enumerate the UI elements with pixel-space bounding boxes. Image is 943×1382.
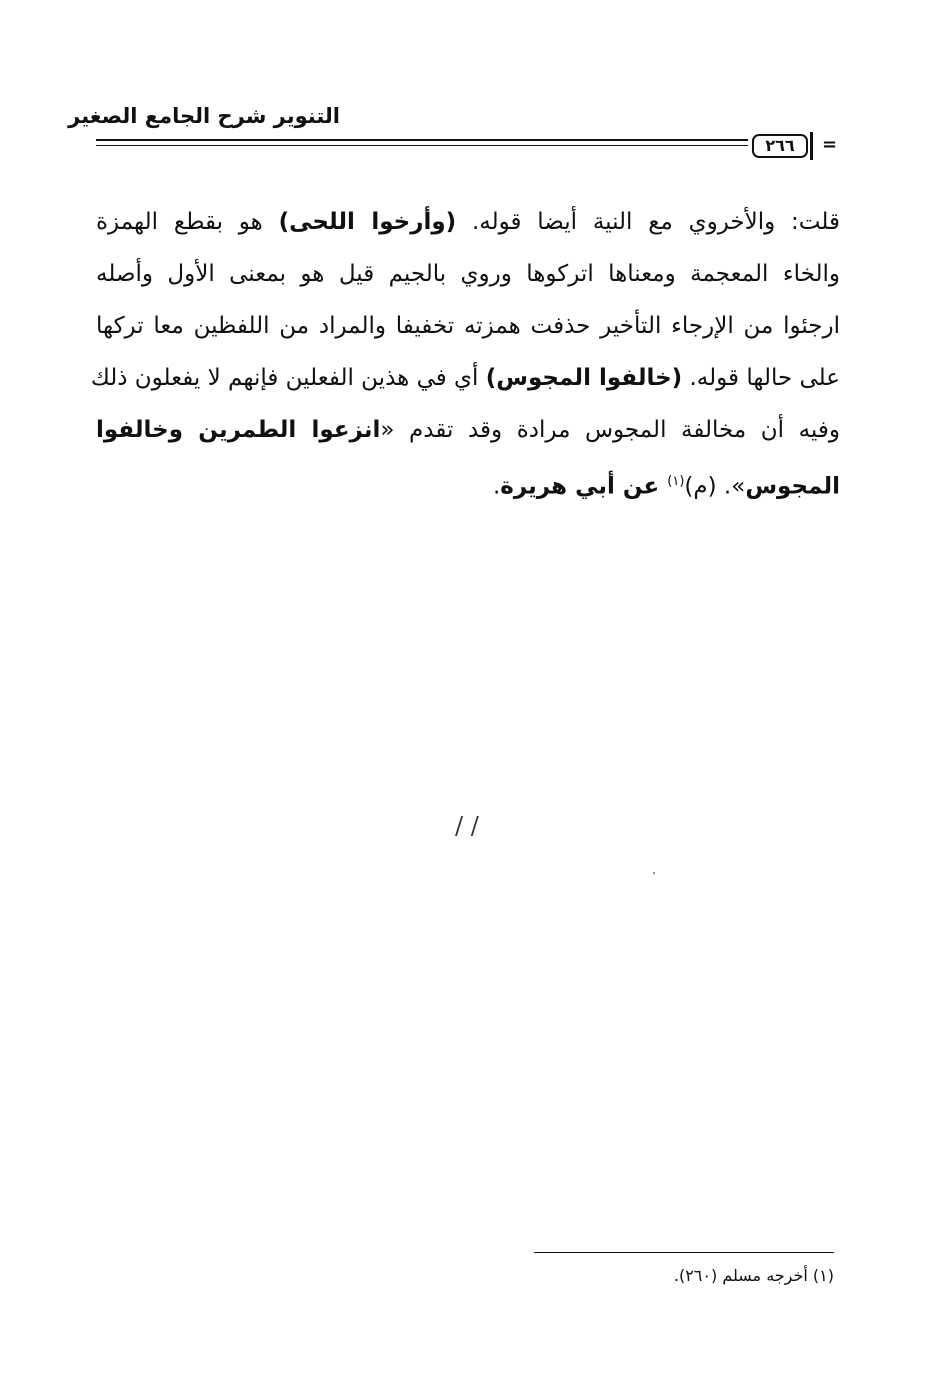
text-segment: هو بقطع الهمزة	[96, 209, 279, 235]
text-segment: .	[492, 473, 501, 500]
text-segment: أي في هذين الفعلين فإنهم لا يفعلون ذلك	[90, 365, 486, 391]
text-line	[96, 196, 840, 248]
stray-mark: / /	[455, 812, 479, 840]
bold-phrase: (وأرخوا اللحى)	[278, 209, 457, 235]
bold-phrase: المجوس	[745, 473, 840, 500]
text-line	[96, 456, 840, 513]
stray-dot	[653, 872, 655, 874]
bold-phrase: عن أبي هريرة	[500, 473, 668, 500]
running-title: التنوير شرح الجامع الصغير	[68, 104, 340, 128]
bold-phrase: (خالفوا المجوس)	[485, 365, 683, 391]
bold-phrase: انزعوا الطمرين وخالفوا	[96, 417, 381, 443]
header-rule-thick	[96, 139, 748, 141]
header-rule-thin	[96, 145, 748, 146]
text-segment: قلت: والأخروي مع النية أيضا قوله.	[456, 209, 840, 235]
text-line	[96, 404, 840, 456]
text-line	[96, 300, 840, 352]
page-number: ٢٦٦	[752, 134, 808, 158]
text-segment: ». (م)	[684, 473, 746, 500]
footnote-reference: (١)	[667, 474, 685, 489]
page-header	[68, 96, 840, 162]
header-ornament: =	[822, 134, 838, 155]
text-segment: ارجئوا من الإرجاء التأخير حذفت همزته تخفيفا والمراد من اللفظين معا تركها	[96, 313, 840, 339]
text-segment: وفيه أن مخالفة المجوس مرادة وقد تقدم «	[380, 417, 840, 443]
header-rule	[96, 139, 748, 149]
footnote: (١) أخرجه مسلم (٢٦٠).	[673, 1266, 834, 1285]
body-text	[90, 196, 840, 513]
text-segment: والخاء المعجمة ومعناها اتركوها وروي بالجيم قيل هو بمعنى الأول وأصله	[96, 261, 840, 287]
footnote-rule	[534, 1252, 834, 1253]
text-line	[90, 352, 840, 404]
text-line	[96, 248, 840, 300]
text-segment: على حالها قوله.	[682, 365, 840, 391]
